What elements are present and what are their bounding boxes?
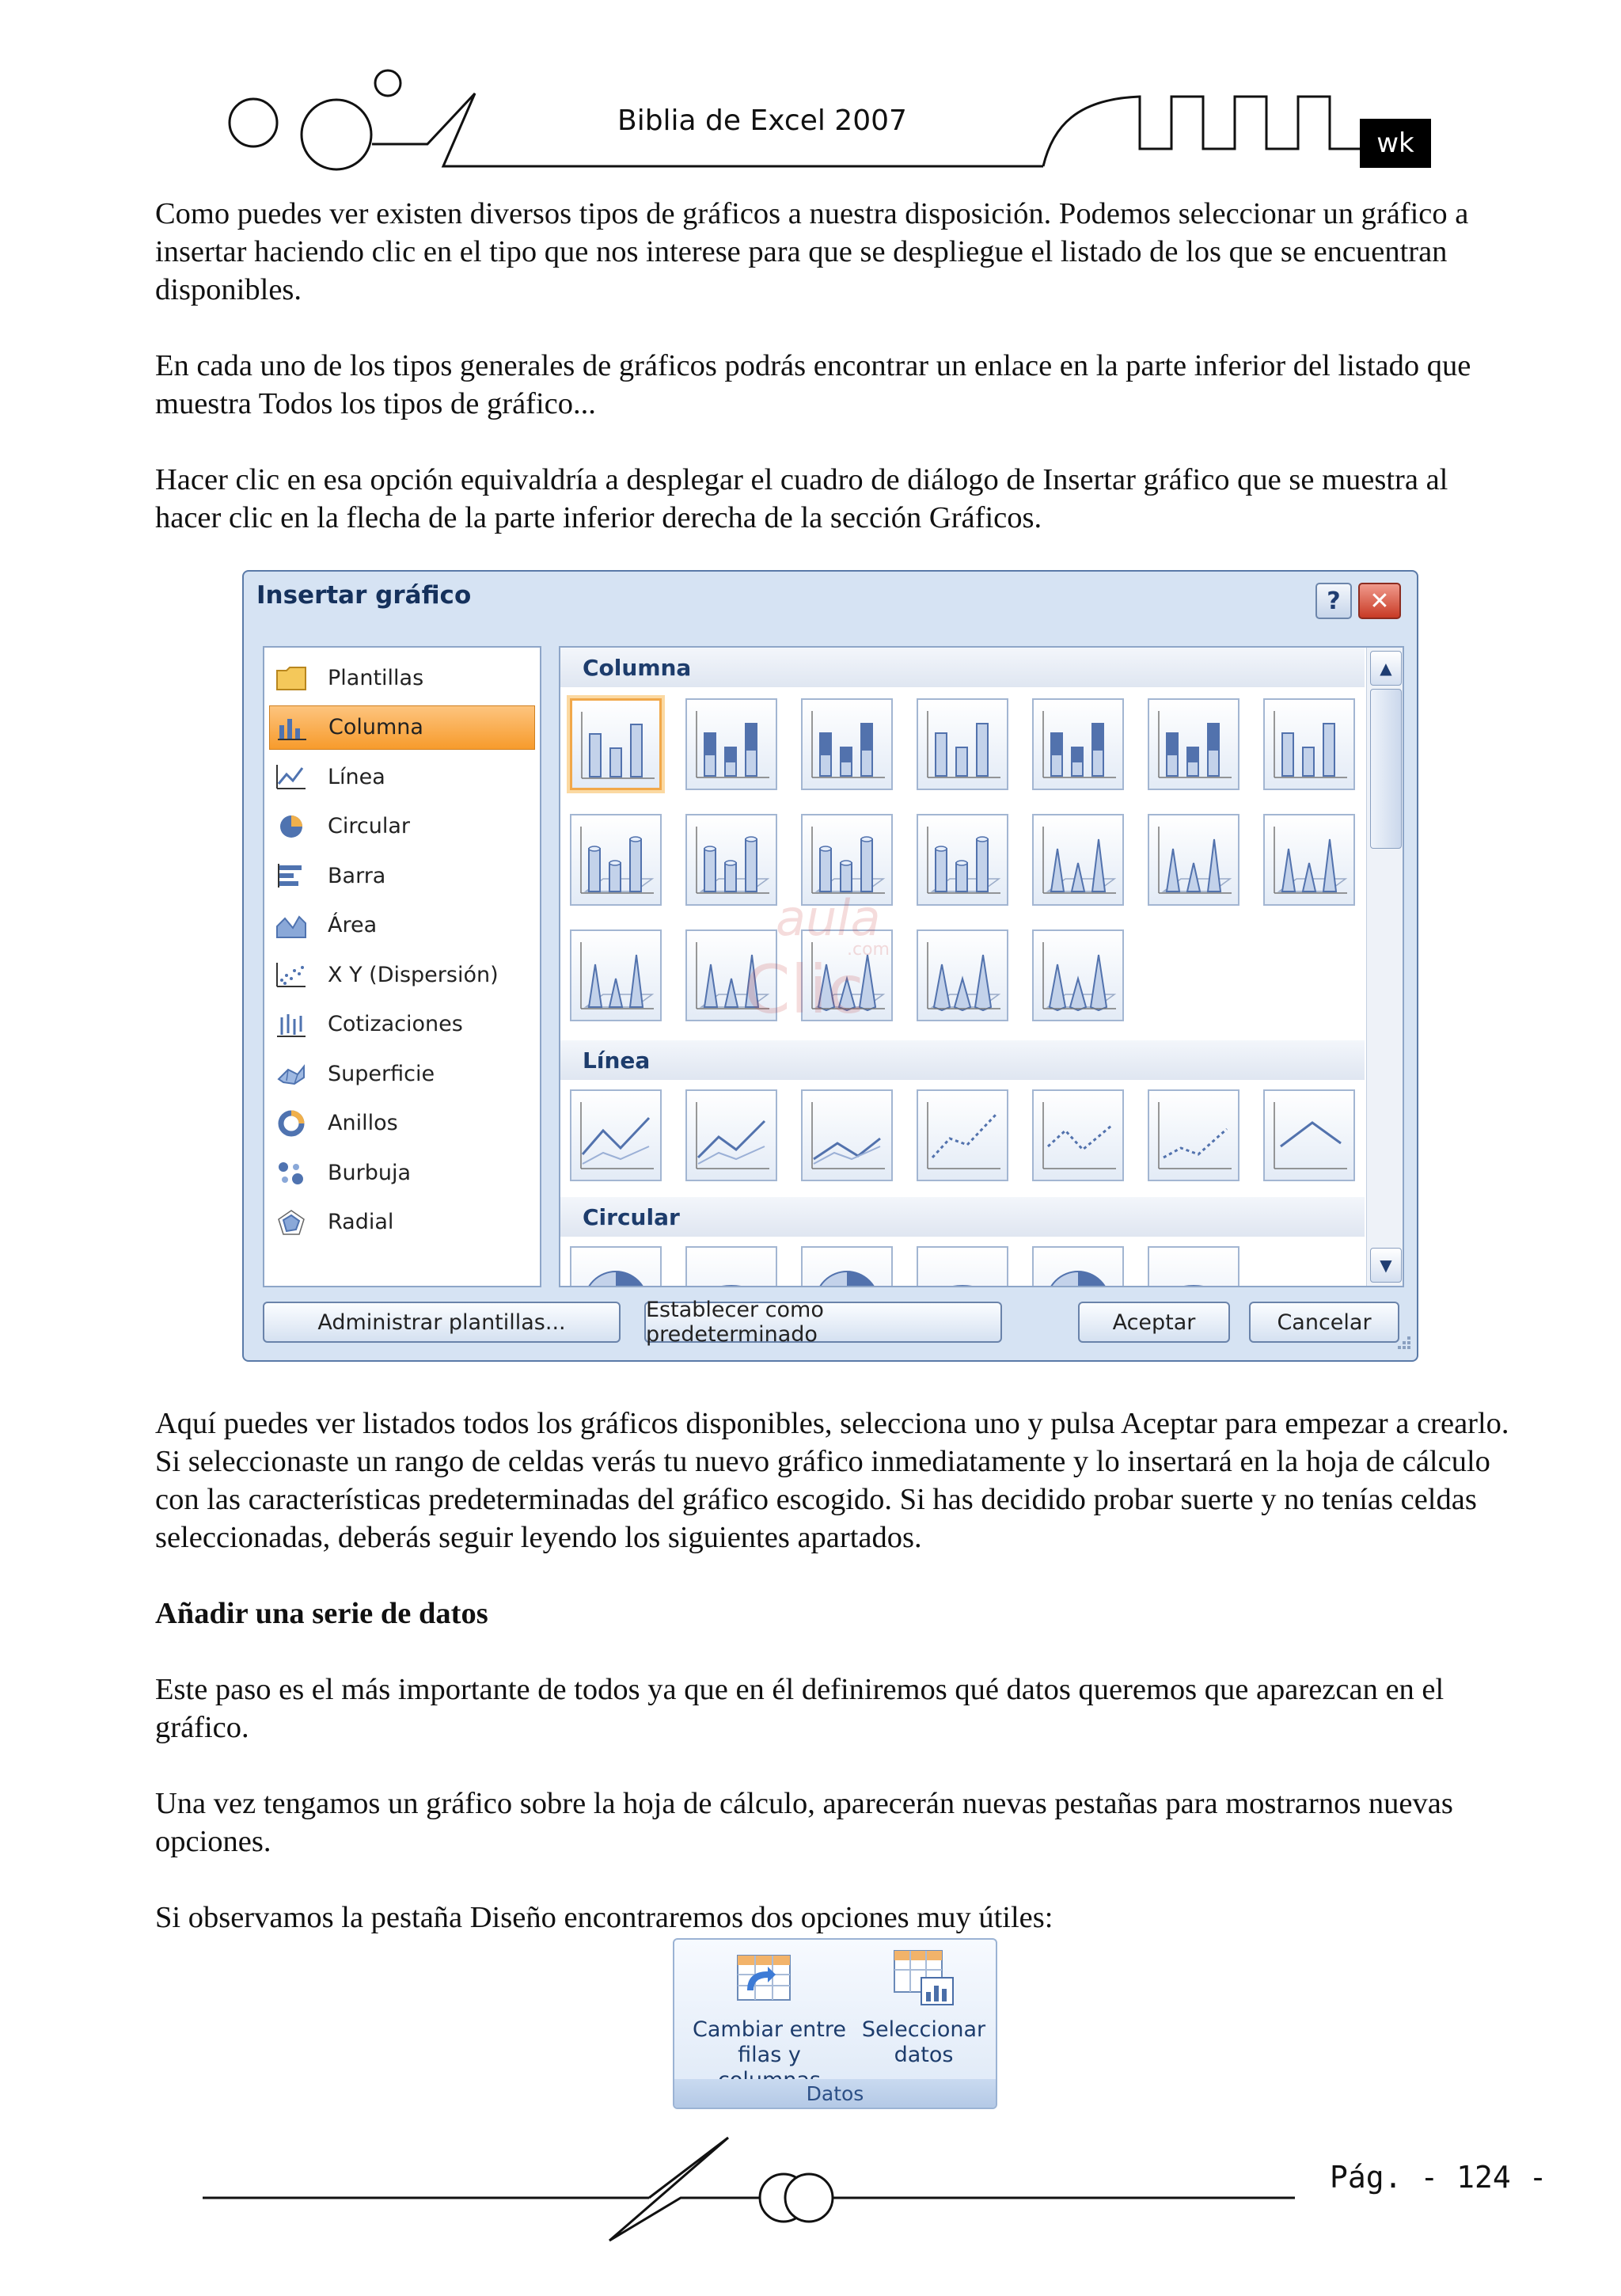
chart-subtype-thumbnail[interactable] (1032, 1089, 1124, 1181)
chart-subtype-icon (687, 700, 776, 789)
resize-grip-icon[interactable] (1391, 1333, 1414, 1355)
category-label: Plantillas (328, 665, 424, 690)
help-button[interactable]: ? (1315, 583, 1352, 619)
bar-chart-icon (274, 860, 309, 891)
chart-subtype-thumbnail[interactable] (801, 698, 893, 790)
insert-chart-dialog (242, 570, 1418, 1362)
chart-subtype-thumbnail[interactable] (917, 1089, 1008, 1181)
chart-subtype-icon (918, 1248, 1007, 1287)
scroll-down-icon[interactable]: ▼ (1370, 1248, 1402, 1283)
stock-chart-icon (274, 1009, 309, 1040)
doughnut-chart-icon (274, 1108, 309, 1139)
chart-subtype-icon (1265, 815, 1353, 904)
paragraph-dialog-info: Hacer clic en esa opción equivaldría a desplegar el cuadro de diálogo de Insertar gráfico que se muestra al hacer clic en la flecha de la parte inferior derecha de la sección Gráficos. (155, 463, 1448, 534)
paragraph-available-charts: Aquí puedes ver listados todos los gráficos disponibles, selecciona uno y pulsa Aceptar para empezar a crearlo. Si seleccionaste un rango de celdas verás tu nuevo gráfico inmediatamente y lo insertará en la hoja de cálculo con las características predeterminadas del gráfico escogido. Si has decidido probar suerte y no tenías celdas seleccionadas, deberás seguir leyendo los siguientes apartados. (155, 1407, 1509, 1554)
close-button[interactable]: ✕ (1358, 583, 1401, 619)
chart-subtype-thumbnail[interactable] (1148, 698, 1239, 790)
header-badge: wk (1360, 119, 1431, 168)
chart-subtype-icon (1034, 815, 1122, 904)
folder-icon (274, 662, 309, 694)
category-label: Burbuja (328, 1160, 412, 1185)
category-label: Línea (328, 764, 385, 789)
chart-subtype-thumbnail[interactable] (685, 1246, 777, 1287)
ribbon-data-group (673, 1938, 997, 2109)
chart-subtype-icon (1149, 700, 1238, 789)
chart-subtype-icon (803, 815, 891, 904)
chart-subtype-icon (803, 1248, 891, 1287)
category-item[interactable] (269, 804, 535, 849)
category-item[interactable] (269, 903, 535, 948)
chart-subtype-thumbnail[interactable] (917, 698, 1008, 790)
paragraph-data-series: Este paso es el más importante de todos ya que en él definiremos qué datos queremos que aparezcan en el gráfico. (155, 1673, 1444, 1744)
scroll-up-icon[interactable]: ▲ (1370, 651, 1402, 686)
select-data-label[interactable]: Seleccionar datos (861, 2017, 986, 2067)
switch-rows-columns-icon[interactable] (736, 1951, 793, 2003)
category-label: X Y (Dispersión) (328, 962, 499, 987)
chart-subtype-icon (1034, 700, 1122, 789)
chart-subtype-thumbnail[interactable] (570, 1246, 662, 1287)
chart-subtype-icon (1265, 1091, 1353, 1180)
category-item[interactable] (269, 1150, 535, 1195)
chart-subtype-icon (571, 931, 660, 1020)
ribbon-group-label: Datos (674, 2079, 996, 2108)
chart-subtype-thumbnail[interactable] (1263, 698, 1355, 790)
chart-subtype-icon (918, 1091, 1007, 1180)
category-label: Circular (328, 814, 410, 838)
chart-subtype-icon (687, 1091, 776, 1180)
chart-subtype-icon (803, 931, 891, 1020)
set-default-button[interactable]: Establecer como predeterminado (644, 1302, 1002, 1343)
category-label: Columna (328, 715, 423, 739)
chart-subtype-thumbnail[interactable] (801, 1246, 893, 1287)
column-chart-icon (275, 712, 309, 743)
chart-subtype-thumbnail[interactable] (1032, 698, 1124, 790)
chart-subtype-icon (918, 700, 1007, 789)
chart-subtype-icon (1034, 1091, 1122, 1180)
chart-subtype-icon (572, 701, 661, 789)
chart-subtype-icon (687, 931, 776, 1020)
chart-subtype-thumbnail[interactable] (917, 1246, 1008, 1287)
category-item[interactable] (269, 1101, 535, 1146)
chart-subtype-thumbnail[interactable] (1148, 814, 1239, 906)
paragraph-intro: Como puedes ver existen diversos tipos de gráficos a nuestra disposición. Podemos seleccionar un gráfico a insertar haciendo clic en el tipo que nos interese para que se despliegue el listado de los que se encuentran disponibles. (155, 197, 1469, 306)
chart-subtype-thumbnail[interactable] (1032, 1246, 1124, 1287)
category-label: Radial (328, 1210, 394, 1234)
chart-subtype-icon (1149, 815, 1238, 904)
category-item[interactable] (269, 1002, 535, 1047)
chart-subtype-thumbnail[interactable] (1148, 1089, 1239, 1181)
category-item[interactable] (269, 1051, 535, 1096)
surface-chart-icon (274, 1058, 309, 1089)
chart-gallery (559, 646, 1404, 1287)
page-number: Pág. - 124 - (1330, 2160, 1547, 2195)
category-item[interactable] (269, 755, 535, 799)
scatter-chart-icon (274, 959, 309, 990)
chart-subtype-icon (918, 815, 1007, 904)
chart-subtype-thumbnail[interactable] (685, 929, 777, 1021)
section-header-column: Columna (560, 648, 1365, 687)
chart-subtype-icon (571, 1248, 660, 1287)
chart-subtype-icon (1265, 700, 1353, 789)
paragraph-design-tab: Si observamos la pestaña Diseño encontraremos dos opciones muy útiles: (155, 1901, 1053, 1934)
cancel-button[interactable]: Cancelar (1249, 1302, 1399, 1343)
chart-subtype-icon (1034, 931, 1122, 1020)
chart-subtype-thumbnail[interactable] (1263, 814, 1355, 906)
chart-subtype-icon (918, 931, 1007, 1020)
line-chart-icon (274, 761, 309, 793)
select-data-icon[interactable] (893, 1948, 956, 2008)
chart-subtype-icon (1149, 1248, 1238, 1287)
chart-subtype-icon (1034, 1248, 1122, 1287)
chart-subtype-icon (571, 1091, 660, 1180)
category-item[interactable] (269, 853, 535, 898)
dialog-title: Insertar gráfico (256, 581, 472, 610)
category-item[interactable] (269, 1200, 535, 1245)
chart-category-list (263, 646, 541, 1287)
chart-subtype-thumbnail[interactable] (685, 698, 777, 790)
switch-rows-columns-label[interactable]: Cambiar entre filas y (693, 2017, 846, 2067)
chart-subtype-thumbnail[interactable] (801, 814, 893, 906)
header-title: Biblia de Excel 2007 (617, 105, 907, 137)
category-item[interactable] (269, 656, 535, 700)
chart-subtype-icon (803, 1091, 891, 1180)
chart-subtype-icon (571, 815, 660, 904)
chart-subtype-thumbnail[interactable] (917, 929, 1008, 1021)
gallery-scrollbar[interactable] (1366, 648, 1403, 1286)
chart-subtype-thumbnail[interactable] (1148, 1246, 1239, 1287)
chart-subtype-icon (803, 700, 891, 789)
pie-chart-icon (274, 811, 309, 842)
area-chart-icon (274, 910, 309, 941)
manage-templates-button[interactable]: Administrar plantillas... (263, 1302, 621, 1343)
category-label: Anillos (328, 1111, 398, 1135)
chart-subtype-icon (687, 1248, 776, 1287)
section-header-pie: Circular (560, 1197, 1365, 1237)
section-heading: Añadir una serie de datos (155, 1597, 488, 1630)
chart-subtype-thumbnail[interactable] (801, 929, 893, 1021)
radar-chart-icon (274, 1207, 309, 1238)
category-label: Cotizaciones (328, 1012, 463, 1036)
chart-subtype-thumbnail[interactable] (570, 1089, 662, 1181)
chart-subtype-icon (1149, 1091, 1238, 1180)
scroll-thumb[interactable] (1370, 689, 1402, 849)
bubble-chart-icon (274, 1157, 309, 1188)
chart-subtype-thumbnail[interactable] (917, 814, 1008, 906)
chart-subtype-thumbnail[interactable] (1032, 929, 1124, 1021)
category-item[interactable] (269, 705, 535, 750)
category-label: Área (328, 913, 378, 937)
chart-subtype-thumbnail[interactable] (1032, 814, 1124, 906)
chart-subtype-thumbnail[interactable] (685, 1089, 777, 1181)
paragraph-new-tabs: Una vez tengamos un gráfico sobre la hoja de cálculo, aparecerán nuevas pestañas para mostrarnos nuevas opciones. (155, 1787, 1453, 1858)
chart-subtype-thumbnail[interactable] (1263, 1089, 1355, 1181)
chart-subtype-thumbnail[interactable] (570, 814, 662, 906)
chart-subtype-thumbnail[interactable] (685, 814, 777, 906)
chart-subtype-icon (687, 815, 776, 904)
chart-subtype-thumbnail[interactable] (570, 698, 662, 790)
category-label: Superficie (328, 1061, 435, 1086)
ok-button[interactable]: Aceptar (1078, 1302, 1230, 1343)
chart-subtype-thumbnail[interactable] (801, 1089, 893, 1181)
paragraph-link-info: En cada uno de los tipos generales de gráficos podrás encontrar un enlace en la parte inferior del listado que muestra Todos los tipos de gráfico... (155, 349, 1471, 420)
category-label: Barra (328, 863, 386, 888)
chart-subtype-thumbnail[interactable] (570, 929, 662, 1021)
section-header-line: Línea (560, 1040, 1365, 1080)
category-item[interactable] (269, 952, 535, 997)
